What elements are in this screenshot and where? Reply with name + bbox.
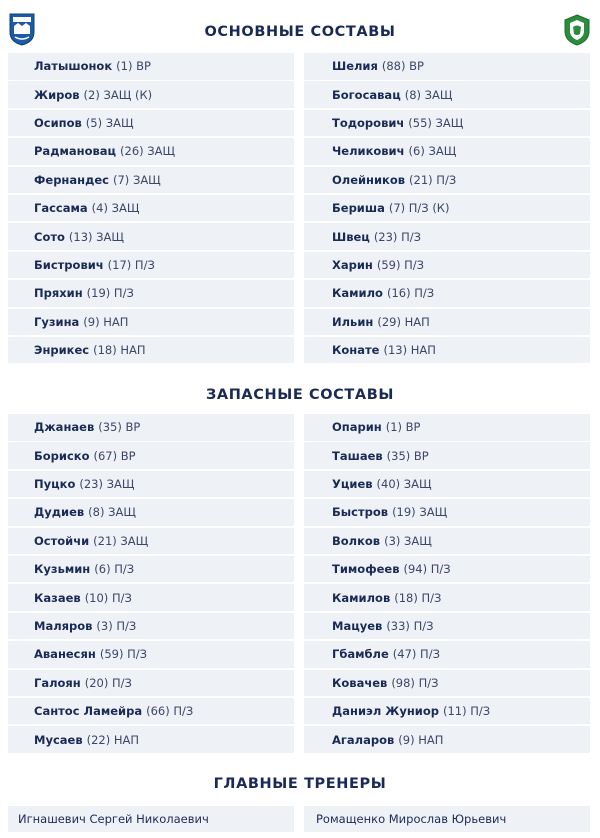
player-row — [8, 195, 294, 222]
player-row — [304, 81, 590, 108]
player-number-position: (3) ЗАЩ — [384, 533, 432, 548]
player-name: Волков — [332, 533, 381, 548]
player-row — [8, 471, 294, 498]
player-name: Пуцко — [34, 477, 76, 492]
player-number-position: (17) П/З — [107, 257, 155, 272]
player-row — [304, 584, 590, 611]
player-name: Камилов — [332, 590, 391, 605]
player-name: Остойчи — [34, 533, 90, 548]
player-row — [304, 556, 590, 583]
player-name: Латышонок — [34, 59, 113, 74]
player-row — [8, 698, 294, 725]
player-row — [304, 641, 590, 668]
player-row — [8, 641, 294, 668]
player-row — [304, 252, 590, 279]
player-row — [8, 584, 294, 611]
player-row — [8, 223, 294, 250]
player-name: Ильин — [332, 314, 374, 329]
player-name: Гузина — [34, 314, 80, 329]
player-name: Тодорович — [332, 116, 405, 131]
player-number-position: (20) П/З — [84, 675, 132, 690]
player-name: Осипов — [34, 116, 82, 131]
player-number-position: (16) П/З — [386, 286, 435, 301]
player-row — [8, 442, 294, 469]
player-name: Агаларов — [332, 732, 395, 747]
player-name: Харин — [332, 257, 373, 272]
player-number-position: (19) П/З — [86, 286, 134, 301]
player-number-position: (59) П/З — [99, 647, 148, 662]
player-number-position: (40) ЗАЩ — [376, 477, 432, 492]
player-number-position: (18) П/З — [394, 590, 442, 605]
player-number-position: (8) ЗАЩ — [404, 87, 453, 102]
player-name: Мацуев — [332, 618, 383, 633]
player-row — [304, 138, 590, 165]
player-row — [8, 499, 294, 526]
player-number-position: (23) ЗАЩ — [79, 477, 135, 492]
section-title: ЗАПАСНЫЕ СОСТАВЫ — [205, 387, 395, 403]
player-row — [304, 471, 590, 498]
player-number-position: (10) П/З — [84, 590, 132, 605]
player-name: Жиров — [34, 87, 80, 102]
player-row — [8, 252, 294, 279]
player-name: Богосавац — [332, 87, 401, 102]
player-name: Камило — [332, 286, 383, 301]
player-number-position: (66) П/З — [146, 704, 194, 719]
substitutes — [8, 414, 590, 755]
player-number-position: (33) П/З — [386, 618, 434, 633]
player-number-position: (23) П/З — [373, 229, 421, 244]
player-number-position: (11) П/З — [442, 704, 491, 719]
player-name: Шелия — [332, 59, 378, 74]
starting-lineups-header — [0, 14, 600, 50]
player-name: Аванесян — [34, 647, 96, 662]
starting-lineups — [8, 53, 590, 365]
player-name: Конате — [332, 343, 380, 358]
player-row — [304, 110, 590, 137]
player-row — [8, 138, 294, 165]
player-row — [304, 280, 590, 307]
player-name: Швец — [332, 229, 370, 244]
player-row — [304, 414, 590, 441]
section-title: ОСНОВНЫЕ СОСТАВЫ — [204, 24, 396, 40]
player-row — [8, 280, 294, 307]
player-row — [304, 309, 590, 336]
player-row — [8, 167, 294, 194]
player-number-position: (9) НАП — [83, 314, 129, 329]
player-name: Сантос Ламейра — [34, 704, 143, 719]
player-number-position: (1) ВР — [385, 420, 421, 435]
home-substitutes-column — [8, 414, 294, 755]
player-number-position: (55) ЗАЩ — [408, 116, 464, 131]
player-row — [304, 726, 590, 753]
coaches-header — [0, 766, 600, 802]
player-number-position: (35) ВР — [386, 448, 429, 463]
player-name: Дудиев — [34, 505, 85, 520]
player-name: Гбамбле — [332, 647, 389, 662]
player-number-position: (13) НАП — [383, 343, 436, 358]
player-row — [304, 195, 590, 222]
home-coach: Игнашевич Сергей Николаевич — [8, 806, 294, 832]
player-number-position: (35) ВР — [98, 420, 141, 435]
player-number-position: (88) ВР — [381, 59, 424, 74]
player-number-position: (21) П/З — [409, 172, 457, 187]
player-number-position: (8) ЗАЩ — [88, 505, 136, 520]
player-row — [8, 337, 294, 364]
player-name: Галоян — [34, 675, 81, 690]
player-name: Джанаев — [34, 420, 95, 435]
player-number-position: (98) П/З — [391, 675, 439, 690]
player-number-position: (3) П/З — [96, 618, 137, 633]
player-number-position: (6) П/З — [94, 562, 135, 577]
player-row — [8, 613, 294, 640]
player-name: Фернандес — [34, 172, 109, 187]
player-name: Челикович — [332, 144, 405, 159]
player-number-position: (21) ЗАЩ — [93, 533, 149, 548]
player-row — [304, 167, 590, 194]
player-row — [304, 670, 590, 697]
away-starting-column — [304, 53, 590, 365]
player-name: Уциев — [332, 477, 373, 492]
player-name: Сото — [34, 229, 65, 244]
player-row — [304, 442, 590, 469]
player-number-position: (59) П/З — [376, 257, 425, 272]
player-row — [8, 110, 294, 137]
player-number-position: (67) ВР — [93, 448, 136, 463]
player-number-position: (5) ЗАЩ — [85, 116, 134, 131]
player-number-position: (13) ЗАЩ — [68, 229, 124, 244]
away-substitutes-column — [304, 414, 590, 755]
player-row — [304, 53, 590, 80]
player-row — [8, 53, 294, 80]
player-row — [304, 499, 590, 526]
player-name: Ковачев — [332, 675, 388, 690]
player-name: Даниэл Жуниор — [332, 704, 439, 719]
player-number-position: (7) ЗАЩ — [113, 172, 161, 187]
player-number-position: (6) ЗАЩ — [408, 144, 457, 159]
player-row — [304, 223, 590, 250]
player-row — [304, 528, 590, 555]
player-number-position: (26) ЗАЩ — [120, 144, 176, 159]
player-row — [8, 309, 294, 336]
player-name: Маляров — [34, 618, 93, 633]
player-name: Олейников — [332, 172, 406, 187]
player-row — [8, 670, 294, 697]
away-coach: Ромащенко Мирослав Юрьевич — [304, 806, 590, 832]
player-name: Тимофеев — [332, 562, 400, 577]
player-number-position: (1) ВР — [116, 59, 151, 74]
player-name: Бориско — [34, 448, 90, 463]
player-number-position: (47) П/З — [392, 647, 440, 662]
player-name: Опарин — [332, 420, 382, 435]
player-name: Мусаев — [34, 732, 83, 747]
player-row — [304, 698, 590, 725]
player-row — [304, 613, 590, 640]
player-name: Бериша — [332, 201, 385, 216]
section-title: ГЛАВНЫЕ ТРЕНЕРЫ — [213, 776, 387, 792]
player-name: Гассама — [34, 201, 88, 216]
player-name: Радмановац — [34, 144, 117, 159]
player-name: Быстров — [332, 505, 389, 520]
player-number-position: (4) ЗАЩ — [91, 201, 140, 216]
home-starting-column — [8, 53, 294, 365]
player-name: Энрикес — [34, 343, 90, 358]
player-row — [8, 528, 294, 555]
player-number-position: (94) П/З — [403, 562, 451, 577]
player-number-position: (2) ЗАЩ (К) — [83, 87, 153, 102]
player-row — [8, 414, 294, 441]
player-row — [8, 81, 294, 108]
player-row — [8, 556, 294, 583]
coaches-row — [8, 806, 590, 832]
player-row — [304, 337, 590, 364]
player-number-position: (22) НАП — [86, 732, 140, 747]
player-number-position: (29) НАП — [377, 314, 430, 329]
player-number-position: (19) ЗАЩ — [392, 505, 448, 520]
player-name: Пряхин — [34, 286, 83, 301]
substitutes-header — [0, 377, 600, 413]
player-number-position: (9) НАП — [398, 732, 444, 747]
player-number-position: (18) НАП — [93, 343, 146, 358]
player-name: Кузьмин — [34, 562, 91, 577]
player-name: Ташаев — [332, 448, 383, 463]
player-name: Казаев — [34, 590, 81, 605]
player-row — [8, 726, 294, 753]
player-name: Бистрович — [34, 257, 104, 272]
player-number-position: (7) П/З (К) — [388, 201, 450, 216]
